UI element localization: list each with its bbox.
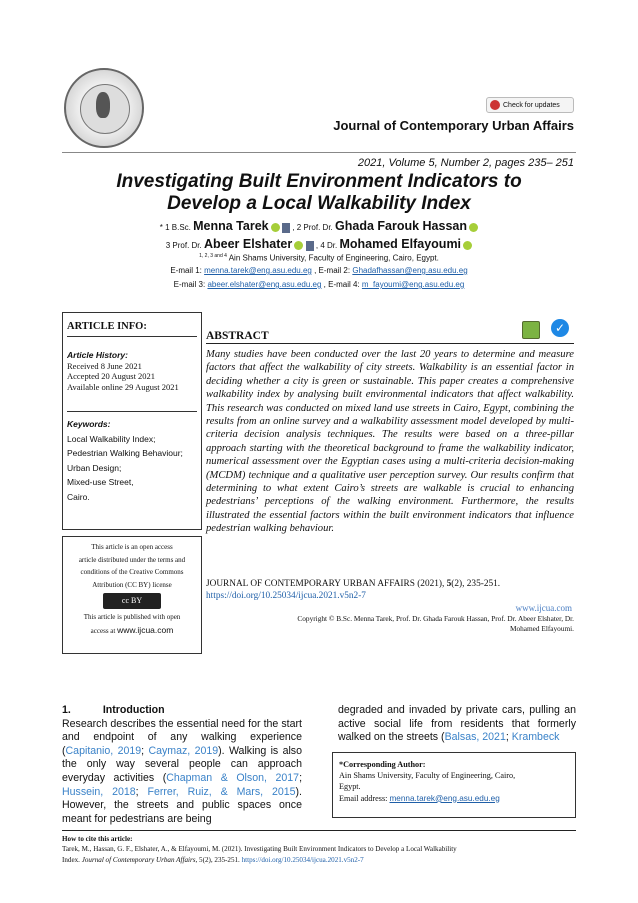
doi-link[interactable]: https://doi.org/10.25034/ijcua.2021.v5n2-7 <box>241 855 364 864</box>
doi-link[interactable]: https://doi.org/10.25034/ijcua.2021.v5n2-7 <box>206 591 366 601</box>
orcid-icon[interactable] <box>469 223 478 232</box>
volume-info: 2021, Volume 5, Number 2, pages 235– 251 <box>357 157 574 169</box>
footer-divider <box>62 830 576 831</box>
affiliation: $^{1, 2, 3 and 4}$ Ain Shams University, Faculty of Engineering, Cairo, Egypt. <box>199 253 439 263</box>
document-icon[interactable] <box>522 321 540 339</box>
corresponding-author-box: *Corresponding Author: Ain Shams University, Faculty of Engineering, Cairo, Egypt. Email address: menna.tarek@eng.asu.edu.eg <box>332 752 576 818</box>
article-history: Article History: Received 8 June 2021 Accepted 20 August 2021 Available online 29 August 2021 <box>67 350 179 392</box>
abstract-text: Many studies have been conducted over the last 20 years to determine and measure factors that affect the walkability of city streets. Walkability is an essential factor in deciding whether a city is green or sustainable. This paper creates a comprehensive walkability index by analysing built environmental indicators that affect walkability. This research was conducted on mixed land use streets in Cairo, Egypt, combining the results from an online survey and a walkability assessment model developed by multi-criteria decision analysis techniques. The results were based on a three-pillar approach starting with the theoretical background to frame the walkability indicator, numerical assessment over the Egyptian cases using a multi-criteria decision-making (MCDM) technique and a qualitative user perception survey. Our results confirm that determining to what extent Cairo’s streets are walkable is crucial to enhancing pedestrians’ perceptions of the walking environment. Furthermore, the results illustrated the essential factors within the built environment indicators that influence pedestrian walking behaviour. <box>206 349 574 535</box>
section-heading: 1. Introduction <box>62 704 165 716</box>
email-link[interactable]: abeer.elshater@eng.asu.edu.eg <box>207 280 322 289</box>
how-to-cite: How to cite this article: Tarek, M., Hassan, G. F., Elshater, A., & Elfayoumi, M. (2021). Investigating Built Environment Indicators to Develop a Local Walkability Index. Journal of Contemporary Urban Affairs, 5(2), 235-251. https://doi.org/10.25034/ijcua.2021.v5n2-7 <box>62 835 457 864</box>
author-line-2: 3 Prof. Dr. Abeer Elshater , 4 Dr. Mohamed Elfayoumi <box>60 237 578 251</box>
profile-icon[interactable] <box>306 241 314 251</box>
keywords: Keywords: Local Walkability Index; Pedestrian Walking Behaviour; Urban Design; Mixed-use Street, Cairo. <box>67 419 183 502</box>
license-box: This article is an open access article distributed under the terms and conditions of the Creative Commons Attribution (CC BY) license cc BY This article is published with open access at www.ijcua.com <box>62 536 202 654</box>
journal-site-link[interactable]: www.ijcua.com <box>117 624 174 635</box>
orcid-icon[interactable] <box>294 241 303 250</box>
check-for-updates-button[interactable]: Check for updates <box>486 97 574 113</box>
email-line-1: E-mail 1: menna.tarek@eng.asu.edu.eg , E-mail 2: Ghadafhassan@eng.asu.edu.eg <box>170 266 468 275</box>
copyright: Copyright © B.Sc. Menna Tarek, Prof. Dr. Ghada Farouk Hassan, Prof. Dr. Abeer Elshater, Dr. Mohamed Elfayoumi. <box>297 614 574 633</box>
intro-column-2: degraded and invaded by private cars, pulling an active social life from residents that formerly walked on the streets (Balsas, 2021; Krambeck <box>338 704 576 744</box>
owl-icon <box>96 92 110 118</box>
update-icon <box>490 100 500 110</box>
journal-logo <box>64 68 144 148</box>
reference-link[interactable]: Caymaz, 2019 <box>148 744 219 757</box>
cc-by-badge[interactable]: cc BY <box>103 593 161 609</box>
reference-link[interactable]: Balsas, 2021 <box>444 731 506 744</box>
journal-name: Journal of Contemporary Urban Affairs <box>333 118 574 133</box>
email-link[interactable]: menna.tarek@eng.asu.edu.eg <box>389 793 500 803</box>
email-link[interactable]: menna.tarek@eng.asu.edu.eg <box>204 266 312 275</box>
email-link[interactable]: m_fayoumi@eng.asu.edu.eg <box>361 280 465 289</box>
profile-icon[interactable] <box>282 223 290 233</box>
article-info-heading: ARTICLE INFO: <box>67 321 147 332</box>
abstract-divider <box>206 343 574 344</box>
paper-title: Investigating Built Environment Indicators to Develop a Local Walkability Index <box>116 171 522 214</box>
reference-link[interactable]: Krambeck <box>511 731 560 744</box>
info-divider <box>67 336 197 337</box>
article-info-box <box>62 312 202 530</box>
citation-block: JOURNAL OF CONTEMPORARY URBAN AFFAIRS (2021), 5(2), 235-251. https://doi.org/10.25034/ijcua.2021.v5n2-7 <box>206 578 574 602</box>
email-line-2: E-mail 3: abeer.elshater@eng.asu.edu.eg , E-mail 4: m_fayoumi@eng.asu.edu.eg <box>173 280 465 289</box>
orcid-icon[interactable] <box>463 241 472 250</box>
intro-column-1: 1. Introduction Research describes the essential need for the start and endpoint of any walking experience (Capitanio, 2019; Caymaz, 2019). Walking is also the only way several people can approach everyday activities (Chapman & Olson, 2017; Hussein, 2018; Ferrer, Ruiz, & Mars, 2015). However, the streets and public spaces once meant for pedestrians are being <box>62 704 303 825</box>
reference-link[interactable]: Ferrer, Ruiz, & Mars, 2015 <box>147 785 296 798</box>
header-divider <box>62 152 576 153</box>
reference-link[interactable]: Chapman & Olson, 2017 <box>166 771 300 784</box>
abstract-heading: ABSTRACT <box>206 330 269 342</box>
info-divider <box>67 411 197 412</box>
orcid-icon[interactable] <box>271 223 280 232</box>
site-link[interactable]: www.ijcua.com <box>515 603 572 613</box>
reference-link[interactable]: Capitanio, 2019 <box>65 744 142 757</box>
email-link[interactable]: Ghadafhassan@eng.asu.edu.eg <box>352 266 468 275</box>
checkmark-icon[interactable]: ✓ <box>551 319 569 337</box>
reference-link[interactable]: Hussein, 2018 <box>62 785 136 798</box>
author-line-1: * 1 B.Sc. Menna Tarek , 2 Prof. Dr. Ghada Farouk Hassan <box>60 219 578 233</box>
